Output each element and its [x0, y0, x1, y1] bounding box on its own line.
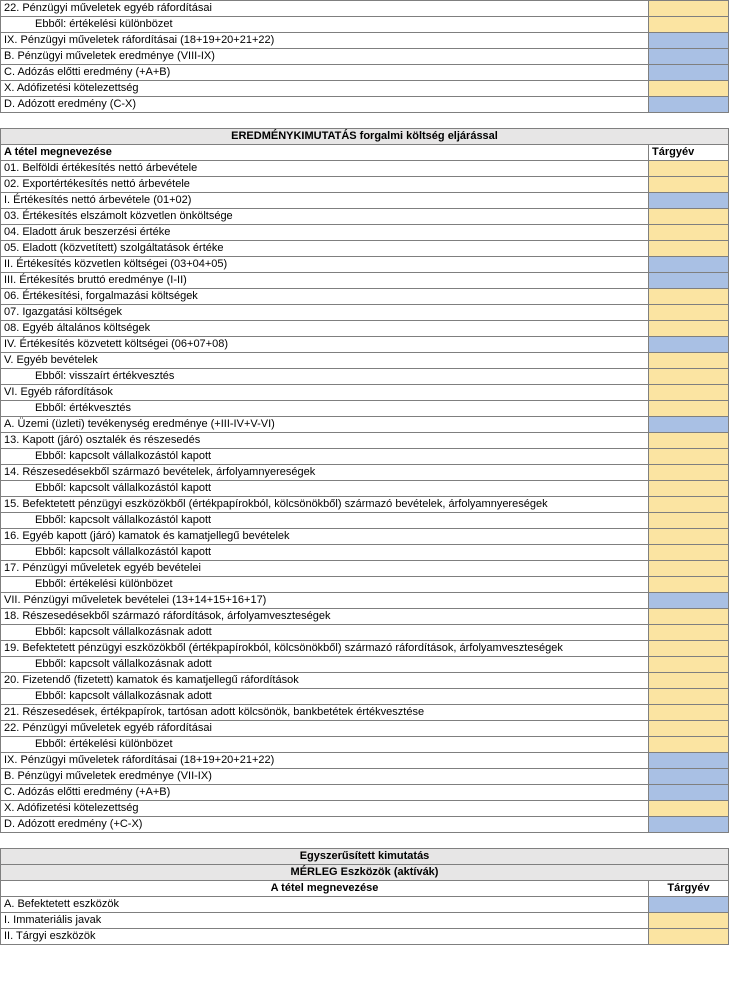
- section-subtitle-row: [1, 865, 729, 881]
- row-label: 20. Fizetendő (fizetett) kamatok és kamatjellegű ráfordítások: [1, 673, 649, 689]
- table-row: [1, 433, 729, 449]
- row-label: Ebből: értékelési különbözet: [1, 737, 649, 753]
- table-row: [1, 753, 729, 769]
- row-label: D. Adózott eredmény (+C-X): [1, 817, 649, 833]
- table-row: [1, 705, 729, 721]
- input-value-cell[interactable]: [649, 673, 729, 689]
- input-value-cell[interactable]: [649, 17, 729, 33]
- row-label: C. Adózás előtti eredmény (+A+B): [1, 65, 649, 81]
- table-row: [1, 801, 729, 817]
- row-label: I. Értékesítés nettó árbevétele (01+02): [1, 193, 649, 209]
- table-row: [1, 593, 729, 609]
- spacer: [0, 833, 729, 848]
- input-value-cell[interactable]: [649, 561, 729, 577]
- table-row: [1, 625, 729, 641]
- input-value-cell[interactable]: [649, 689, 729, 705]
- input-value-cell[interactable]: [649, 321, 729, 337]
- row-label: Ebből: kapcsolt vállalkozástól kapott: [1, 513, 649, 529]
- row-label: Ebből: értékelési különbözet: [1, 577, 649, 593]
- section-title-row: [1, 129, 729, 145]
- table-row: [1, 401, 729, 417]
- input-value-cell[interactable]: [649, 737, 729, 753]
- table-row: [1, 321, 729, 337]
- calculated-value-cell: [649, 337, 729, 353]
- row-label: III. Értékesítés bruttó eredménye (I-II): [1, 273, 649, 289]
- calculated-value-cell: [649, 897, 729, 913]
- input-value-cell[interactable]: [649, 625, 729, 641]
- row-label: II. Tárgyi eszközök: [1, 929, 649, 945]
- input-value-cell[interactable]: [649, 577, 729, 593]
- column-header-year: Tárgyév: [649, 145, 729, 161]
- input-value-cell[interactable]: [649, 721, 729, 737]
- table-row: [1, 913, 729, 929]
- calculated-value-cell: [649, 33, 729, 49]
- table-row: [1, 897, 729, 913]
- table-row: [1, 209, 729, 225]
- calculated-value-cell: [649, 193, 729, 209]
- calculated-value-cell: [649, 785, 729, 801]
- row-label: 07. Igazgatási költségek: [1, 305, 649, 321]
- calculated-value-cell: [649, 417, 729, 433]
- table-row: [1, 193, 729, 209]
- table-row: [1, 353, 729, 369]
- input-value-cell[interactable]: [649, 161, 729, 177]
- row-label: Ebből: kapcsolt vállalkozásnak adott: [1, 657, 649, 673]
- table-row: [1, 769, 729, 785]
- row-label: A. Befektetett eszközök: [1, 897, 649, 913]
- row-label: 22. Pénzügyi műveletek egyéb ráfordításai: [1, 1, 649, 17]
- row-label: IV. Értékesítés közvetett költségei (06+07+08): [1, 337, 649, 353]
- row-label: 01. Belföldi értékesítés nettó árbevétele: [1, 161, 649, 177]
- input-value-cell[interactable]: [649, 401, 729, 417]
- table-row: [1, 17, 729, 33]
- row-label: Ebből: értékvesztés: [1, 401, 649, 417]
- row-label: 18. Részesedésekből származó ráfordítások, árfolyamveszteségek: [1, 609, 649, 625]
- input-value-cell[interactable]: [649, 177, 729, 193]
- input-value-cell[interactable]: [649, 449, 729, 465]
- row-label: 03. Értékesítés elszámolt közvetlen önköltsége: [1, 209, 649, 225]
- row-label: B. Pénzügyi műveletek eredménye (VIII-IX): [1, 49, 649, 65]
- table-row: [1, 97, 729, 113]
- row-label: C. Adózás előtti eredmény (+A+B): [1, 785, 649, 801]
- input-value-cell[interactable]: [649, 385, 729, 401]
- row-label: Ebből: kapcsolt vállalkozásnak adott: [1, 689, 649, 705]
- row-label: 08. Egyéb általános költségek: [1, 321, 649, 337]
- table-row: [1, 49, 729, 65]
- table-row: [1, 673, 729, 689]
- input-value-cell[interactable]: [649, 513, 729, 529]
- table-row: [1, 273, 729, 289]
- row-label: 04. Eladott áruk beszerzési értéke: [1, 225, 649, 241]
- row-label: 16. Egyéb kapott (járó) kamatok és kamatjellegű bevételek: [1, 529, 649, 545]
- table-body: [1, 849, 729, 945]
- row-label: IX. Pénzügyi műveletek ráfordításai (18+19+20+21+22): [1, 753, 649, 769]
- row-label: 06. Értékesítési, forgalmazási költségek: [1, 289, 649, 305]
- table-row: [1, 817, 729, 833]
- row-label: Ebből: kapcsolt vállalkozásnak adott: [1, 625, 649, 641]
- table-row: [1, 337, 729, 353]
- row-label: VI. Egyéb ráfordítások: [1, 385, 649, 401]
- spacer: [0, 113, 729, 128]
- row-label: 22. Pénzügyi műveletek egyéb ráfordításai: [1, 721, 649, 737]
- input-value-cell[interactable]: [649, 929, 729, 945]
- table-row: [1, 177, 729, 193]
- header-row: [1, 145, 729, 161]
- table-row: [1, 1, 729, 17]
- table-row: [1, 561, 729, 577]
- table-row: [1, 577, 729, 593]
- row-label: X. Adófizetési kötelezettség: [1, 81, 649, 97]
- table-row: [1, 545, 729, 561]
- table-row: [1, 81, 729, 97]
- income-statement-table: [0, 128, 729, 833]
- section-title: EREDMÉNYKIMUTATÁS forgalmi költség eljárással: [1, 129, 729, 145]
- table-row: [1, 449, 729, 465]
- row-label: Ebből: visszaírt értékvesztés: [1, 369, 649, 385]
- table-row: [1, 241, 729, 257]
- column-header-year: Tárgyév: [649, 881, 729, 897]
- input-value-cell[interactable]: [649, 641, 729, 657]
- table-body: [1, 1, 729, 113]
- column-header-name: A tétel megnevezése: [1, 145, 649, 161]
- section-title-row: [1, 849, 729, 865]
- table-row: [1, 225, 729, 241]
- calculated-value-cell: [649, 769, 729, 785]
- row-label: 05. Eladott (közvetített) szolgáltatások értéke: [1, 241, 649, 257]
- calculated-value-cell: [649, 257, 729, 273]
- table-row: [1, 689, 729, 705]
- table-row: [1, 33, 729, 49]
- row-label: 17. Pénzügyi műveletek egyéb bevételei: [1, 561, 649, 577]
- table-body: [1, 129, 729, 833]
- row-label: 19. Befektetett pénzügyi eszközökből (értékpapírokból, kölcsönökből) származó ráfordítások, árfolyamveszteségek: [1, 641, 649, 657]
- table-row: [1, 257, 729, 273]
- balance-sheet-table: [0, 848, 729, 945]
- input-value-cell[interactable]: [649, 705, 729, 721]
- table-row: [1, 657, 729, 673]
- row-label: IX. Pénzügyi műveletek ráfordításai (18+19+20+21+22): [1, 33, 649, 49]
- table-row: [1, 305, 729, 321]
- header-row: [1, 881, 729, 897]
- input-value-cell[interactable]: [649, 353, 729, 369]
- row-label: 15. Befektetett pénzügyi eszközökből (értékpapírokból, kölcsönökből) származó bevételek, árfolyamnyereségek: [1, 497, 649, 513]
- row-label: VII. Pénzügyi műveletek bevételei (13+14+15+16+17): [1, 593, 649, 609]
- calculated-value-cell: [649, 817, 729, 833]
- table-row: [1, 465, 729, 481]
- table-row: [1, 609, 729, 625]
- section-title: Egyszerűsített kimutatás: [1, 849, 729, 865]
- input-value-cell[interactable]: [649, 369, 729, 385]
- table-row: [1, 929, 729, 945]
- row-label: 13. Kapott (járó) osztalék és részesedés: [1, 433, 649, 449]
- table-row: [1, 497, 729, 513]
- calculated-value-cell: [649, 273, 729, 289]
- row-label: D. Adózott eredmény (C-X): [1, 97, 649, 113]
- row-label: 21. Részesedések, értékpapírok, tartósan adott kölcsönök, bankbetétek értékvesztése: [1, 705, 649, 721]
- input-value-cell[interactable]: [649, 609, 729, 625]
- table-row: [1, 737, 729, 753]
- table-row: [1, 385, 729, 401]
- input-value-cell[interactable]: [649, 289, 729, 305]
- input-value-cell[interactable]: [649, 465, 729, 481]
- table-row: [1, 721, 729, 737]
- table-row: [1, 529, 729, 545]
- table-row: [1, 65, 729, 81]
- row-label: Ebből: kapcsolt vállalkozástól kapott: [1, 481, 649, 497]
- calculated-value-cell: [649, 593, 729, 609]
- input-value-cell[interactable]: [649, 529, 729, 545]
- row-label: Ebből: kapcsolt vállalkozástól kapott: [1, 449, 649, 465]
- table-row: [1, 641, 729, 657]
- row-label: X. Adófizetési kötelezettség: [1, 801, 649, 817]
- input-value-cell[interactable]: [649, 913, 729, 929]
- row-label: I. Immateriális javak: [1, 913, 649, 929]
- table-row: [1, 161, 729, 177]
- section-subtitle: MÉRLEG Eszközök (aktívák): [1, 865, 729, 881]
- input-value-cell[interactable]: [649, 81, 729, 97]
- input-value-cell[interactable]: [649, 305, 729, 321]
- table-row: [1, 289, 729, 305]
- input-value-cell[interactable]: [649, 433, 729, 449]
- calculated-value-cell: [649, 753, 729, 769]
- input-value-cell[interactable]: [649, 657, 729, 673]
- calculated-value-cell: [649, 49, 729, 65]
- input-value-cell[interactable]: [649, 209, 729, 225]
- input-value-cell[interactable]: [649, 801, 729, 817]
- column-header-name: A tétel megnevezése: [1, 881, 649, 897]
- row-label: 02. Exportértékesítés nettó árbevétele: [1, 177, 649, 193]
- input-value-cell[interactable]: [649, 225, 729, 241]
- row-label: II. Értékesítés közvetlen költségei (03+04+05): [1, 257, 649, 273]
- table-top-continuation: [0, 0, 729, 113]
- table-row: [1, 785, 729, 801]
- input-value-cell[interactable]: [649, 497, 729, 513]
- table-row: [1, 481, 729, 497]
- row-label: Ebből: értékelési különbözet: [1, 17, 649, 33]
- table-row: [1, 513, 729, 529]
- input-value-cell[interactable]: [649, 481, 729, 497]
- input-value-cell[interactable]: [649, 545, 729, 561]
- row-label: Ebből: kapcsolt vállalkozástól kapott: [1, 545, 649, 561]
- input-value-cell[interactable]: [649, 241, 729, 257]
- row-label: 14. Részesedésekből származó bevételek, árfolyamnyereségek: [1, 465, 649, 481]
- table-row: [1, 417, 729, 433]
- calculated-value-cell: [649, 65, 729, 81]
- row-label: A. Üzemi (üzleti) tevékenység eredménye (+III-IV+V-VI): [1, 417, 649, 433]
- input-value-cell[interactable]: [649, 1, 729, 17]
- row-label: V. Egyéb bevételek: [1, 353, 649, 369]
- calculated-value-cell: [649, 97, 729, 113]
- table-row: [1, 369, 729, 385]
- row-label: B. Pénzügyi műveletek eredménye (VII-IX): [1, 769, 649, 785]
